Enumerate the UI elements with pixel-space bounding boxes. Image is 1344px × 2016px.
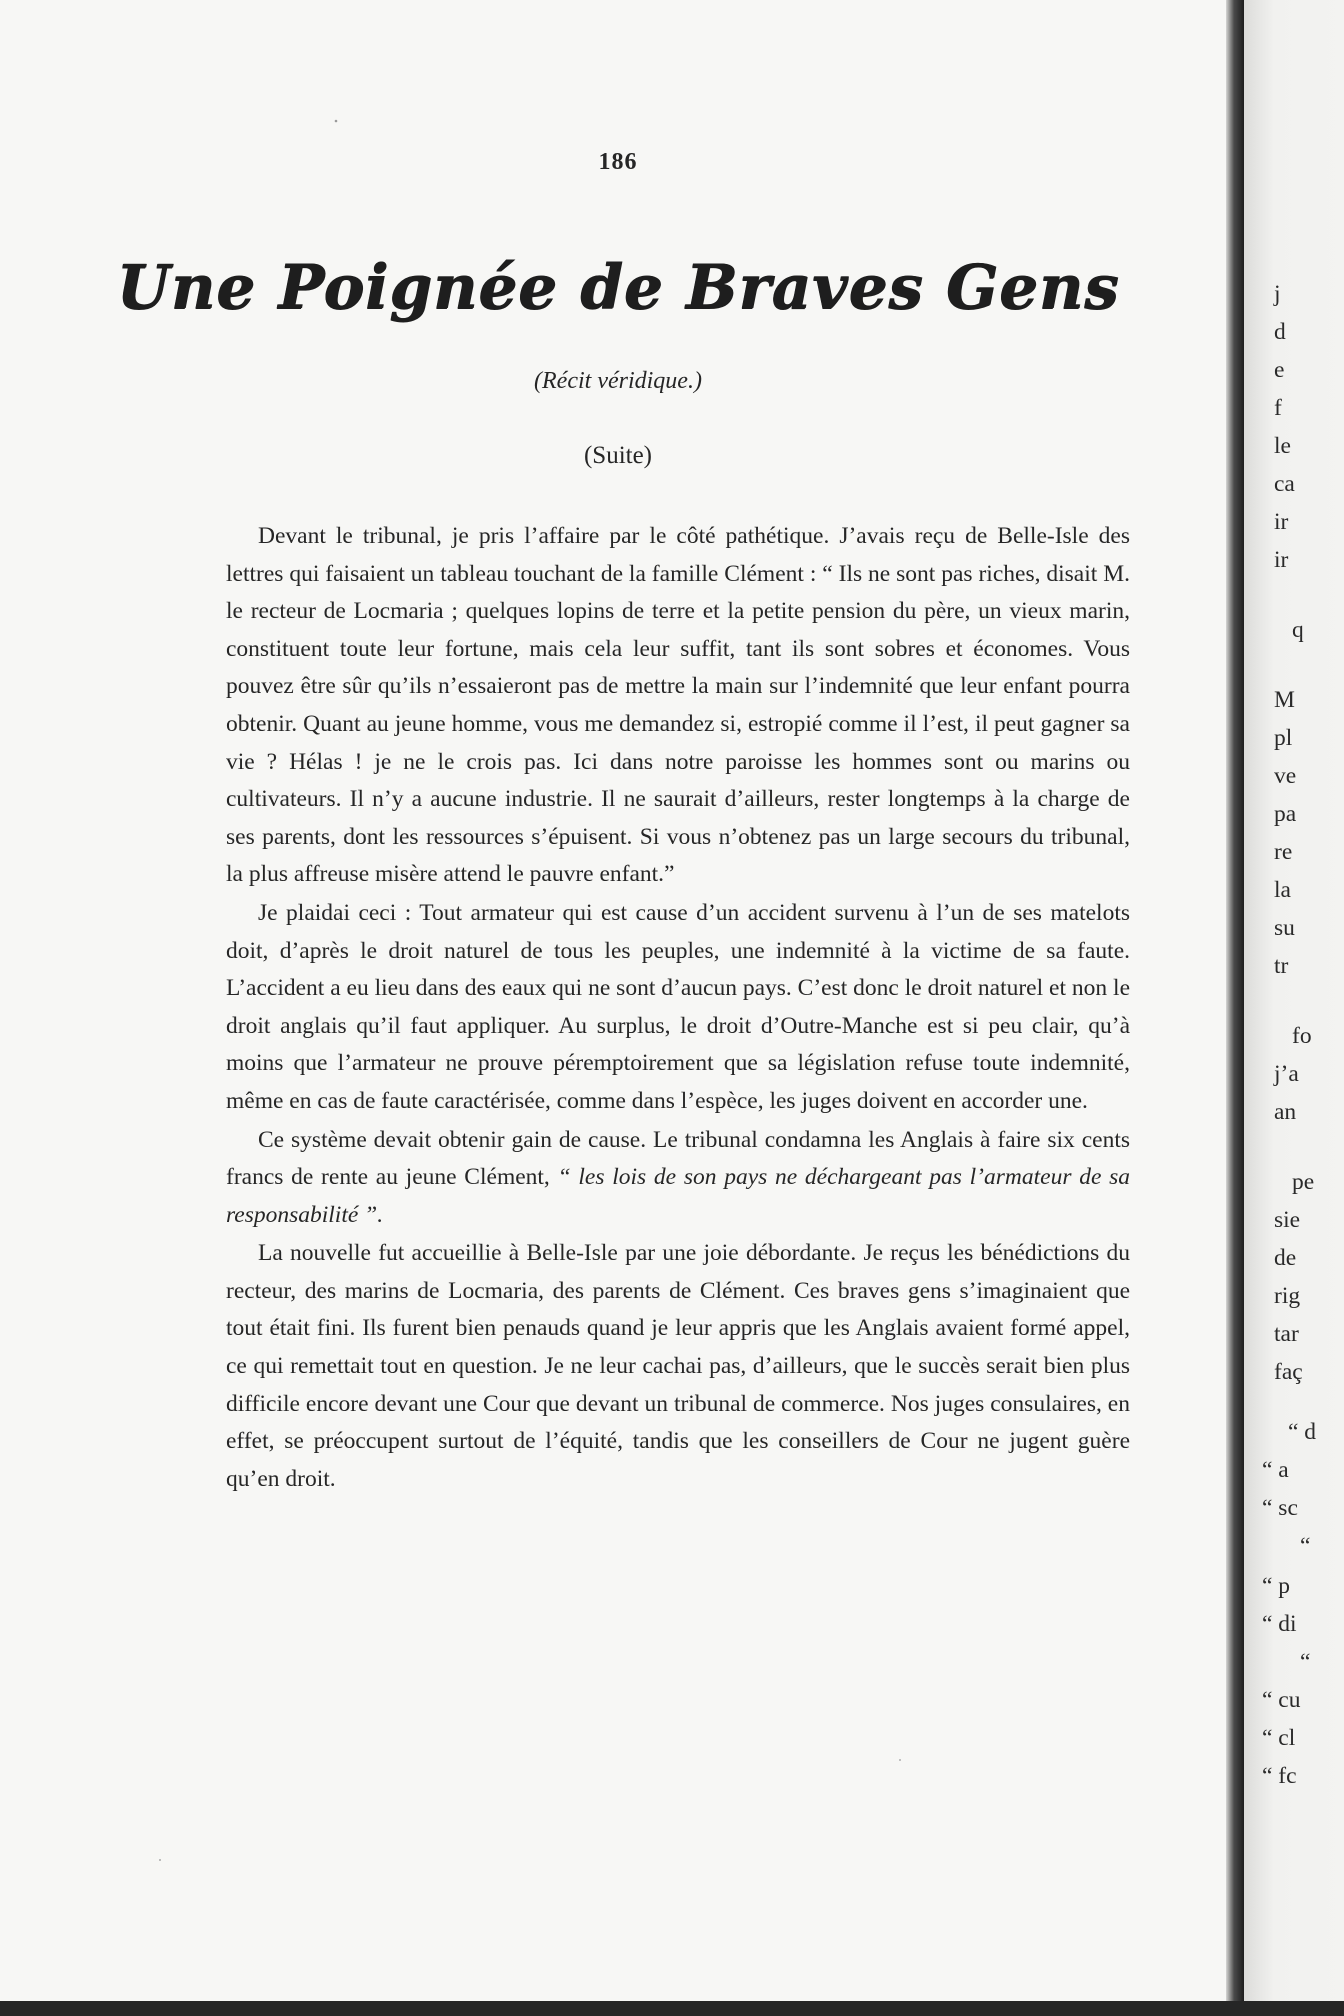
- facing-page-fragment: pa: [1274, 801, 1297, 827]
- facing-page-fragment: j’a: [1274, 1061, 1299, 1087]
- facing-page-fragment: “ p: [1262, 1573, 1291, 1599]
- facing-page-fragment: faç: [1274, 1359, 1303, 1385]
- page-number: 186: [598, 149, 638, 175]
- facing-page-fragment: re: [1274, 839, 1293, 865]
- article-title: Une Poignée de Braves Gens: [116, 252, 1120, 323]
- facing-page-fragment: j: [1274, 281, 1281, 307]
- facing-page-fragment: “ cl: [1262, 1725, 1296, 1751]
- facing-page-fragment: tr: [1274, 953, 1289, 979]
- book-gutter: [1226, 0, 1244, 2001]
- paragraph-1: Devant le tribunal, je pris l’affaire par le côté pathétique. J’avais reçu de Belle-Isle des lettres qui faisaient un tableau touchant de la famille Clément : “ Ils ne sont pas riches, disait M. le recteur de Locmaria ; quelques lopins de terre et la petite pension du père, un vieux marin, constituent toute leur fortune, mais cela leur suffit, tant ils sont sobres et économes. Vous pouvez être sûr qu’ils n’essaieront pas de mettre la main sur l’indemnité que leur enfant pourra obtenir. Quant au jeune homme, vous me demandez si, estropié comme il l’est, il peut gagner sa vie ? Hélas ! je ne le crois pas. Ici dans notre paroisse les hommes sont ou marins ou cultivateurs. Il n’y a aucune industrie. Il ne saurait d’ailleurs, rester longtemps à la charge de ses parents, dont les ressources s’épuisent. Si vous n’obtenez pas un large secours du tribunal, la plus affreuse misère attend le pauvre enfant.”: [226, 523, 1130, 888]
- facing-page-fragment: “ fc: [1262, 1763, 1297, 1789]
- facing-page-fragment: la: [1274, 877, 1291, 903]
- scan-bottom-edge: [0, 2001, 1344, 2016]
- facing-page-fragment: le: [1274, 433, 1291, 459]
- facing-page-fragment: an: [1274, 1099, 1297, 1125]
- article-subtitle: (Récit véridique.): [534, 368, 702, 394]
- facing-page-fragment: pl: [1274, 725, 1293, 751]
- facing-page-fragment: de: [1274, 1245, 1297, 1271]
- facing-page-fragment: pe: [1292, 1169, 1315, 1195]
- facing-page-fragment: rig: [1274, 1283, 1301, 1309]
- facing-page-fragment: “ cu: [1262, 1687, 1301, 1713]
- facing-page-fragment: ve: [1274, 763, 1297, 789]
- paragraph-2: Je plaidai ceci : Tout armateur qui est cause d’un accident survenu à l’un de ses matelots doit, d’après le droit naturel de tous les peuples, une indemnité à la victime de sa faute. L’accident a eu lieu dans des eaux qui ne sont d’aucun pays. C’est donc le droit naturel et non le droit anglais qu’il faut appliquer. Au surplus, le droit d’Outre-Manche est si peu clair, qu’à moins que l’armateur ne prouve péremptoirement que sa législation refuse toute indemnité, même en cas de faute caractérisée, comme dans l’espèce, les juges doivent en accorder une.: [226, 899, 1130, 1114]
- facing-page-fragment: “ a: [1262, 1457, 1289, 1483]
- facing-page-fragment: su: [1274, 915, 1295, 941]
- paragraph-3-italic-quote: “ les lois de son pays ne déchargeant pas l’armateur de sa responsabilité ”.: [226, 1164, 1131, 1228]
- facing-page-fragment: q: [1292, 617, 1304, 643]
- facing-page-fragment: sie: [1274, 1207, 1301, 1233]
- facing-page-fragment: ir: [1274, 509, 1289, 535]
- facing-page-fragment: “ sc: [1262, 1495, 1298, 1521]
- facing-page-fragment: ca: [1274, 471, 1295, 497]
- facing-page-fragment: tar: [1274, 1321, 1299, 1347]
- paragraph-3-text: Ce système devait obtenir gain de cause. Le tribunal condamna les Anglais à faire six cents francs de rente au jeune Clément,: [226, 1126, 1130, 1191]
- facing-page-fragment: e: [1274, 357, 1285, 383]
- paragraph-4: La nouvelle fut accueillie à Belle-Isle par une joie débordante. Je reçus les bénédictions du recteur, des marins de Locmaria, des parents de Clément. Ces braves gens s’imaginaient que tout était fini. Ils furent bien penauds quand je leur appris que les Anglais avaient formé appel, ce qui remettait tout en question. Je ne leur cachai pas, d’ailleurs, que le succès serait bien plus difficile encore devant une Cour que devant un tribunal de commerce. Nos juges consulaires, en effet, se préoccupent surtout de l’équité, tandis que les conseillers de Cour ne jugent guère qu’en droit.: [226, 1240, 1130, 1492]
- facing-page-fragment: “: [1300, 1533, 1311, 1559]
- facing-page-fragment: “ d: [1288, 1419, 1317, 1445]
- facing-page-edge: [1244, 0, 1344, 2001]
- continuation-label: (Suite): [583, 442, 653, 469]
- facing-page-text-fragments: [1244, 0, 1344, 2001]
- facing-page-fragment: “ di: [1262, 1611, 1297, 1637]
- facing-page-fragment: d: [1274, 319, 1286, 345]
- facing-page-fragment: M: [1274, 687, 1295, 713]
- facing-page-fragment: fo: [1292, 1023, 1312, 1049]
- facing-page-fragment: ir: [1274, 547, 1289, 573]
- facing-page-fragment: “: [1300, 1649, 1311, 1675]
- facing-page-fragment: f: [1274, 395, 1282, 421]
